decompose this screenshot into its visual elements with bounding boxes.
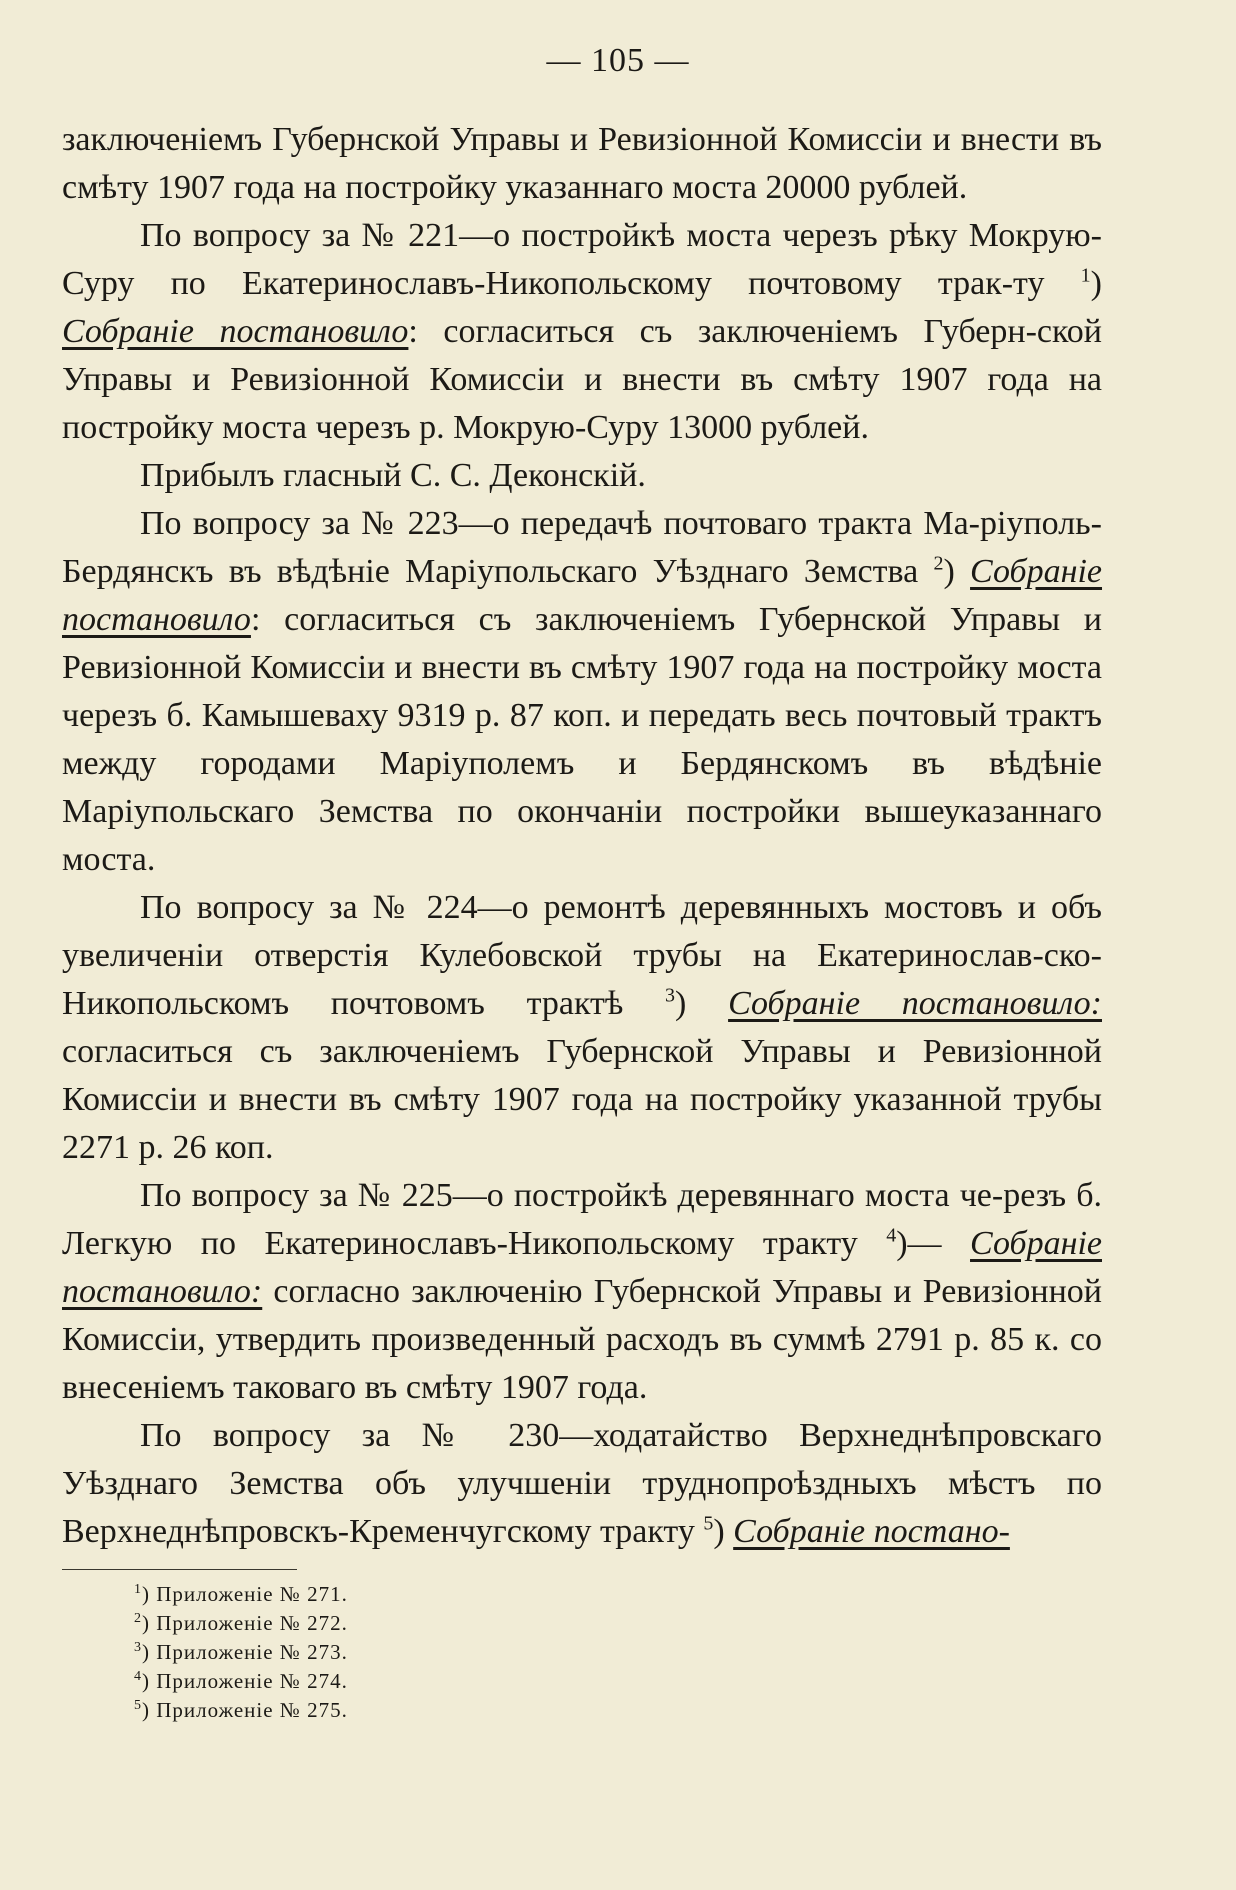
paragraph-7 bbox=[62, 1412, 1102, 1556]
footnote-text: Приложеніе № 275. bbox=[156, 1698, 348, 1722]
footnote bbox=[134, 1667, 348, 1696]
footnote-number: 2 bbox=[134, 1611, 142, 1626]
footnote-ref-close: ) bbox=[943, 553, 955, 590]
footnote-ref-3: 3 bbox=[665, 984, 676, 1007]
page-number: — 105 — bbox=[546, 42, 690, 79]
paragraph-4-text: По вопросу за № 223—о передачѣ почтоваго тракта Ма-ріуполь-Бердянскъ въ вѣдѣніе Маріупольскаго Уѣзднаго Земства bbox=[62, 505, 1102, 590]
footnote-number: 3 bbox=[134, 1640, 142, 1655]
footnote-number: 1 bbox=[134, 1582, 142, 1597]
footnote-ref-1: 1 bbox=[1080, 264, 1091, 287]
footnote-ref-2: 2 bbox=[933, 552, 944, 575]
paragraph-5-text: По вопросу за № 224—о ремонтѣ деревянныхъ мостовъ и объ увеличеніи отверстія Кулебовской трубы на Екатеринослав-ско-Никопольскомъ почтовомъ трактѣ bbox=[62, 889, 1102, 1022]
footnote-ref-close: ) bbox=[1090, 265, 1102, 302]
paragraph-6 bbox=[62, 1172, 1102, 1412]
footnote-text: Приложеніе № 273. bbox=[156, 1640, 348, 1664]
footnote-bracket: ) bbox=[142, 1669, 150, 1693]
paragraph-5 bbox=[62, 884, 1102, 1172]
body-text bbox=[62, 116, 1102, 1556]
paragraph-2-text: По вопросу за № 221—о постройкѣ моста черезъ рѣку Мокрую-Суру по Екатеринославъ-Никопольскому почтовому трак-ту bbox=[62, 217, 1102, 302]
footnote-text: Приложеніе № 274. bbox=[156, 1669, 348, 1693]
paragraph-3: Прибылъ гласный С. С. Деконскій. bbox=[140, 457, 646, 494]
footnotes bbox=[134, 1580, 348, 1725]
paragraph-5-resolution: согласиться съ заключеніемъ Губернской Управы и Ревизіонной Комиссіи и внести въ смѣту 1907 года на постройку указанной трубы 2271 р. 26 коп. bbox=[62, 1033, 1102, 1166]
footnote-ref-close: ) bbox=[713, 1513, 725, 1550]
paragraph-7-text: По вопросу за № 230—ходатайство Верхнеднѣпровскаго Уѣзднаго Земства объ улучшеніи труднопроѣздныхъ мѣстъ по Верхнеднѣпровскъ-Кременчугскому тракту bbox=[62, 1417, 1102, 1550]
paragraph-4-resolution: : согласиться съ заключеніемъ Губернской Управы и Ревизіонной Комиссіи и внести въ смѣту 1907 года на постройку моста черезъ б. Камышеваху 9319 р. 87 коп. и передать весь почтовый трактъ между городами Маріуполемъ и Бердянскомъ въ вѣдѣніе Маріупольскаго Земства по окончаніи постройки вышеуказаннаго моста. bbox=[62, 601, 1102, 878]
footnote-ref-close: )— bbox=[896, 1225, 942, 1262]
footnote-bracket: ) bbox=[142, 1582, 150, 1606]
footnote-number: 4 bbox=[134, 1669, 142, 1684]
footnote-bracket: ) bbox=[142, 1640, 150, 1664]
paragraph-2 bbox=[62, 212, 1102, 452]
footnote-ref-close: ) bbox=[675, 985, 687, 1022]
resolution-phrase: Собраніе постановило bbox=[62, 553, 1103, 638]
footnote-divider bbox=[62, 1569, 297, 1570]
footnote-ref-4: 4 bbox=[886, 1224, 897, 1247]
footnote-ref-5: 5 bbox=[703, 1512, 714, 1535]
paragraph-6-text: По вопросу за № 225—о постройкѣ деревяннаго моста че-резъ б. Легкую по Екатеринославъ-Никопольскому тракту bbox=[62, 1177, 1102, 1262]
resolution-phrase: Собраніе постановило: bbox=[62, 1225, 1102, 1310]
paragraph-4 bbox=[62, 500, 1102, 884]
footnote bbox=[134, 1609, 348, 1638]
paragraph-2-resolution: : согласиться съ заключеніемъ Губерн-ской Управы и Ревизіонной Комиссіи и внести въ смѣту 1907 года на постройку моста черезъ р. Мокрую-Суру 13000 рублей. bbox=[62, 313, 1102, 446]
resolution-phrase: Собраніе постановило bbox=[62, 313, 409, 350]
footnote bbox=[134, 1696, 348, 1725]
footnote bbox=[134, 1580, 348, 1609]
footnote-bracket: ) bbox=[142, 1611, 150, 1635]
paragraph-6-resolution: согласно заключенію Губернской Управы и Ревизіонной Комиссіи, утвердить произведенный расходъ въ суммѣ 2791 р. 85 к. со внесеніемъ таковаго въ смѣту 1907 года. bbox=[62, 1273, 1103, 1406]
paragraph-1: заключеніемъ Губернской Управы и Ревизіонной Комиссіи и внести въ смѣту 1907 года на постройку указаннаго моста 20000 рублей. bbox=[62, 121, 1102, 206]
footnote-number: 5 bbox=[134, 1698, 142, 1713]
footnote bbox=[134, 1638, 348, 1667]
footnote-text: Приложеніе № 272. bbox=[156, 1611, 348, 1635]
resolution-phrase: Собраніе постано- bbox=[733, 1513, 1010, 1550]
resolution-phrase: Собраніе постановило: bbox=[728, 985, 1102, 1022]
footnote-text: Приложеніе № 271. bbox=[156, 1582, 348, 1606]
footnote-bracket: ) bbox=[142, 1698, 150, 1722]
